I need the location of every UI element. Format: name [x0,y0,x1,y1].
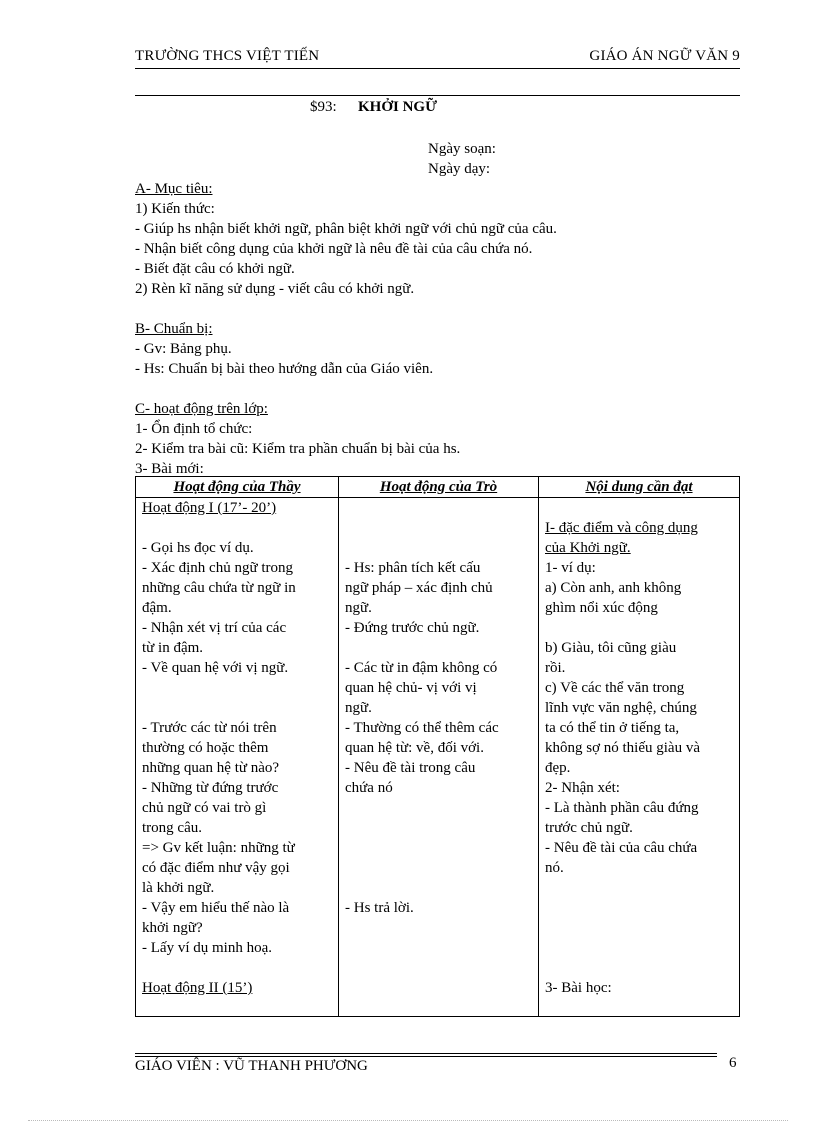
header-content: Nội dung cần đạt [539,477,740,498]
student-line: ngữ pháp – xác định chủ [345,580,493,596]
student-line [345,838,532,858]
student-line: - Các từ in đậm không có [345,660,498,676]
date-taught: Ngày dạy: [428,161,491,177]
objective-line: - Biết đặt câu có khởi ngữ. [135,261,295,277]
content-line [545,938,733,958]
lesson-number: $93: [310,99,337,115]
teacher-line [142,518,332,538]
teacher-line: khởi ngữ? [142,920,203,936]
content-line: - Nêu đề tài của câu chứa [545,840,698,856]
content-line: I- đặc điểm và công dụng [545,520,698,536]
content-line [545,958,733,978]
prep-line: - Hs: Chuẩn bị bài theo hướng dẫn của Giáo viên. [135,361,434,377]
footer-teacher: GIÁO VIÊN : VŨ THANH PHƯƠNG [135,1058,368,1074]
teacher-line: trong câu. [142,820,202,836]
dates-block [428,139,496,179]
header-student: Hoạt động của Trò [339,477,539,498]
student-line: - Nêu đề tài trong câu [345,760,476,776]
teacher-line [142,698,332,718]
title-rule [135,95,740,96]
content-line [545,498,733,518]
teacher-line: chủ ngữ có vai trò gì [142,800,267,816]
teacher-line: những quan hệ từ nào? [142,760,280,776]
teacher-line: => Gv kết luận: những từ [142,840,295,856]
teacher-line: những câu chứa từ ngữ in [142,580,296,596]
student-line [345,878,532,898]
prep-line: - Gv: Bảng phụ. [135,341,232,357]
content-line: lĩnh vực văn nghệ, chúng [545,700,697,716]
page-edge [28,1120,788,1121]
header-subject: GIÁO ÁN NGỮ VĂN 9 [589,48,740,64]
prep-list [135,339,740,379]
content-line: ghìm nổi xúc động [545,600,658,616]
objectives-list [135,199,740,299]
content-line: a) Còn anh, anh không [545,580,682,596]
content-line: - Là thành phần câu đứng [545,800,699,816]
table-header-row [136,477,740,498]
content-line: đẹp. [545,760,571,776]
student-line: ngữ. [345,700,372,716]
lesson-body [135,179,740,479]
student-line [345,518,532,538]
date-prepared: Ngày soạn: [428,141,496,157]
teacher-line [142,958,332,978]
teacher-line: từ in đậm. [142,640,204,656]
content-line [545,898,733,918]
student-line: - Đứng trước chủ ngữ. [345,620,480,636]
student-line [345,818,532,838]
content-line: rồi. [545,660,566,676]
content-line: 3- Bài học: [545,980,612,996]
objective-line: 1) Kiến thức: [135,201,215,217]
teacher-line: - Nhận xét vị trí của các [142,620,287,636]
teacher-line: đậm. [142,600,172,616]
activity-line: 2- Kiểm tra bài cũ: Kiểm tra phần chuẩn bị bài của hs. [135,441,461,457]
footer-rule [135,1053,717,1054]
content-line [545,918,733,938]
content-line: không sợ nó thiếu giàu và [545,740,700,756]
content-column [539,498,740,1017]
teacher-line: là khởi ngữ. [142,880,215,896]
objective-line: 2) Rèn kĩ năng sử dụng - viết câu có khởi ngữ. [135,281,415,297]
content-line [545,878,733,898]
teacher-line: - Xác định chủ ngữ trong [142,560,294,576]
teacher-line: - Gọi hs đọc ví dụ. [142,540,254,556]
student-line [345,858,532,878]
content-line [545,618,733,638]
teacher-column [136,498,339,1017]
content-line: ta có thể tin ở tiếng ta, [545,720,680,736]
teacher-line: - Những từ đứng trước [142,780,279,796]
objective-line: - Giúp hs nhận biết khởi ngữ, phân biệt khởi ngữ với chủ ngữ của câu. [135,221,557,237]
prep-heading: B- Chuẩn bị: [135,321,213,337]
teacher-line [142,678,332,698]
student-line [345,638,532,658]
table-row [136,498,740,1017]
content-line: 1- ví dụ: [545,560,596,576]
student-line [345,798,532,818]
teacher-line: - Vậy em hiểu thế nào là [142,900,290,916]
objective-line: - Nhận biết công dụng của khởi ngữ là nêu đề tài của câu chứa nó. [135,241,533,257]
teacher-line: - Lấy ví dụ minh hoạ. [142,940,272,956]
student-line: ngữ. [345,600,372,616]
teacher-line: - Về quan hệ với vị ngữ. [142,660,289,676]
student-line: quan hệ chủ- vị với vị [345,680,477,696]
content-line: nó. [545,860,564,876]
activity-line: 3- Bài mới: [135,461,204,477]
student-column [339,498,539,1017]
student-line: quan hệ từ: về, đối với. [345,740,484,756]
teacher-line: Hoạt động II (15’) [142,980,253,996]
student-line [345,498,532,518]
teacher-line: Hoạt động I (17’- 20’) [142,500,277,516]
teacher-line: - Trước các từ nói trên [142,720,277,736]
footer-rule-2 [135,1056,717,1057]
activities-list [135,419,740,479]
lesson-title: KHỞI NGỮ [358,99,438,115]
header-school: TRƯỜNG THCS VIỆT TIẾN [135,48,320,64]
header-rule [135,68,740,69]
student-line [345,538,532,558]
teacher-line: có đặc điểm như vậy gọi [142,860,290,876]
activity-line: 1- Ổn định tổ chức: [135,421,253,437]
teacher-line: thường có hoặc thêm [142,740,269,756]
activities-heading: C- hoạt động trên lớp: [135,401,268,417]
student-line: chứa nó [345,780,393,796]
lesson-table [135,476,740,1017]
content-line: của Khởi ngữ. [545,540,631,556]
student-line: - Hs trả lời. [345,900,414,916]
content-line: trước chủ ngữ. [545,820,633,836]
header-teacher: Hoạt động của Thầy [136,477,339,498]
student-line: - Hs: phân tích kết cấu [345,560,481,576]
student-line: - Thường có thể thêm các [345,720,499,736]
objectives-heading: A- Mục tiêu: [135,181,213,197]
content-line: b) Giàu, tôi cũng giàu [545,640,677,656]
content-line: c) Về các thể văn trong [545,680,685,696]
page-number: 6 [729,1055,737,1071]
content-line: 2- Nhận xét: [545,780,620,796]
